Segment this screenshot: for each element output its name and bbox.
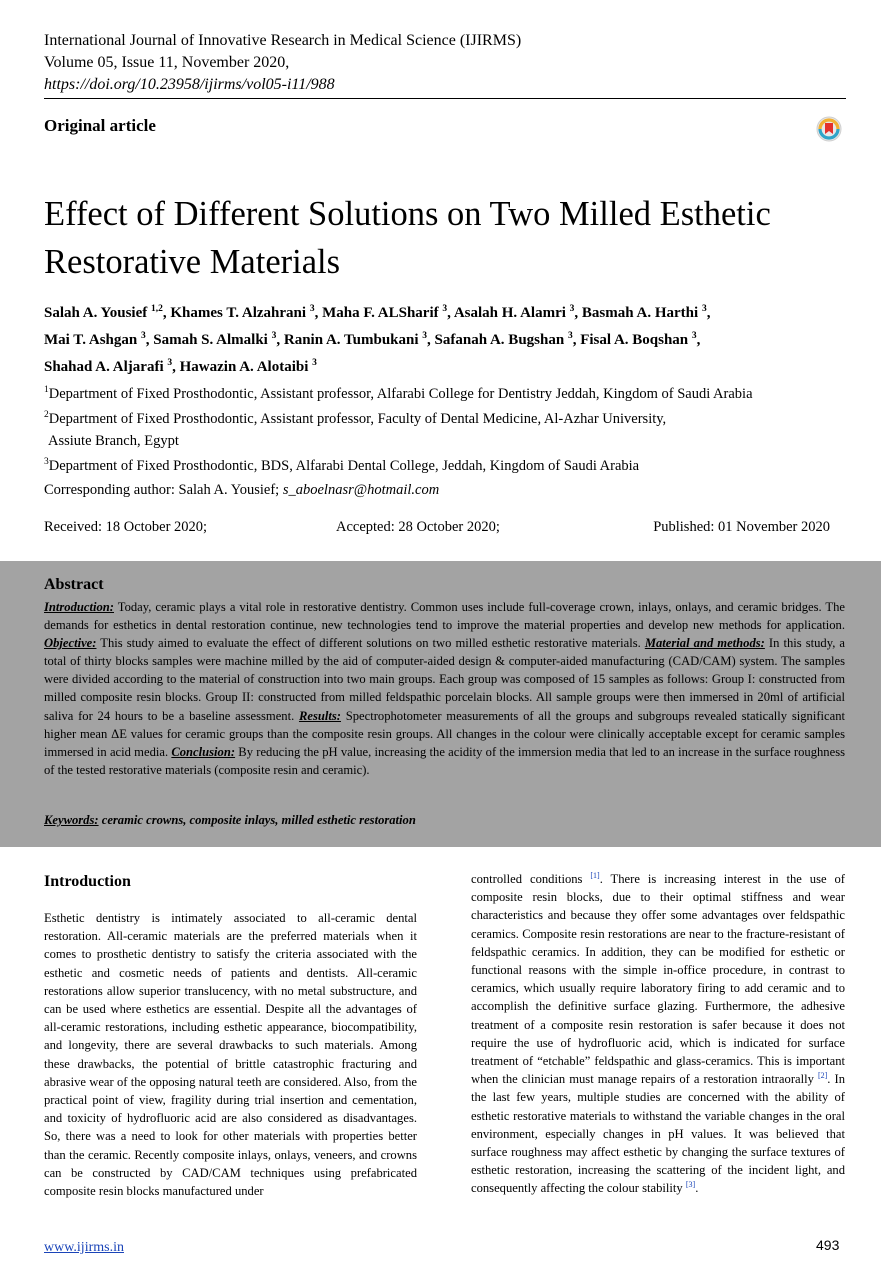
citation-link[interactable]: [1] [590, 870, 600, 880]
introduction-heading: Introduction [44, 873, 131, 890]
author-affiliation-sup: 3 [140, 331, 146, 341]
author-name: Khames T. Alzahrani [170, 305, 307, 321]
affiliation-2-sup: 2 [44, 410, 49, 421]
author-name: Shahad A. Aljarafi [44, 359, 164, 375]
abstract-intro-text: Today, ceramic plays a vital role in restorative dentistry. Common uses include full-coverage crown, inlays, onlays, and ceramic bridges. The demands for esthetics in dental restoration continue, new technologies tend to improve the material properties and develop new methods for application. [44, 600, 845, 633]
footer-url-link[interactable]: www.ijirms.in [44, 1240, 124, 1255]
abstract-objective-text: This study aimed to evaluate the effect of different solutions on two milled esthetic restorative materials. [96, 636, 645, 651]
abstract-conclusion-text: By reducing the pH value, increasing the acidity of the immersion media that led to an increase in the surface roughness of the tested restorative materials (composite resin and ceramic). [44, 744, 845, 777]
article-title: Effect of Different Solutions on Two Milled Esthetic Restorative Materials [44, 195, 771, 281]
author-name: Ranin A. Tumbukani [283, 332, 419, 348]
page-number: 493 [816, 1237, 840, 1253]
abstract-intro-label: Introduction: [44, 600, 114, 614]
author [454, 305, 582, 321]
author-separator: , [172, 359, 180, 375]
author-separator: , [696, 332, 701, 348]
date-accepted: Accepted: 28 October 2020; [336, 519, 500, 535]
journal-header [44, 30, 521, 96]
author-separator: , [314, 305, 323, 321]
abstract-text [44, 598, 845, 779]
header-divider [44, 98, 846, 99]
author-name: Fisal A. Boqshan [580, 332, 689, 348]
introduction-left-column: Esthetic dentistry is intimately associated to all-ceramic dental restoration. All-ceramic materials are the preferred materials when it comes to prosthetic dentistry to satisfy the criteria associated with the esthetic and cosmetic needs of patients and dentists. All-ceramic restorations allow superior translucency, with no metal substructure, and can be used where esthetics are essential. Despite all the advantages of all-ceramic restorations, including esthetic appearance, biocompatibility, and longevity, there are several drawbacks to such materials. Among these drawbacks, the potential of brittle catastrophic fracturing and abrasive wear of the opposing natural teeth are considered. Also, from the practical point of view, fragility during trial insertion and cementation, and toxicity of hydrofluoric acid are also considered as disadvantages. So, there was a need to look for other materials with properties better than the ceramic. Recently composite inlays, onlays, veneers, and crowns can be constructed by CAD/CAM techniques using prefabricated composite resin blocks manufactured under [44, 911, 417, 1199]
abstract-results-label: Results: [298, 708, 341, 723]
author-name: Maha F. ALSharif [322, 305, 439, 321]
author-name: Salah A. Yousief [44, 305, 148, 321]
abstract-results-text: Spectrophotometer measurements of all the groups and subgroups revealed statically significant higher mean ΔE values for ceramic groups than the composite resin groups. All changes in the colour were clinically acceptable except for ceramic samples immersed in acid media. [44, 708, 845, 759]
author-separator: , [574, 305, 582, 321]
affiliation-1-text: Department of Fixed Prosthodontic, Assistant professor, Alfarabi College for Dentistry Jeddah, Kingdom of Saudi Arabia [48, 385, 753, 402]
author-name: Asalah H. Alamri [453, 305, 566, 321]
author-name: Samah S. Almalki [153, 332, 268, 348]
abstract-objective-label: Objective: [44, 636, 97, 651]
author-affiliation-sup: 3 [312, 358, 317, 368]
author-affiliation-sup: 3 [422, 331, 428, 341]
doi-link[interactable]: https://doi.org/10.23958/ijirms/vol05-i11/988 [44, 76, 335, 93]
author [180, 359, 317, 375]
author [435, 332, 581, 348]
author [322, 305, 454, 321]
author [582, 305, 711, 321]
crossmark-icon[interactable] [816, 116, 842, 142]
abstract-methods-text: In this study, a total of thirty blocks samples were machine milled by the aid of computer-aided design & computer-aided manufacturing (CAD/CAM) system. The samples were divided according to the material of construction into two main groups. Each group was composed of 15 samples as follows: Group I: constructed from milled composite resin blocks. Group II: constructed from milled feldspathic porcelain blocks. All sample groups were then immersed in 20ml of artificial saliva for 24 hours to be a baseline assessment. [44, 636, 845, 723]
author-separator: , [447, 305, 454, 321]
author [44, 332, 153, 348]
intro-right-text-1: controlled conditions [471, 872, 591, 886]
keywords-text: ceramic crowns, composite inlays, milled esthetic restoration [98, 813, 416, 827]
affiliations [44, 380, 854, 477]
keywords [44, 813, 416, 828]
author-list [44, 298, 844, 379]
introduction-right-column [471, 870, 845, 1198]
author-affiliation-sup: 3 [167, 358, 173, 368]
affiliation-1 [44, 380, 854, 405]
author [153, 332, 284, 348]
date-received: Received: 18 October 2020; [44, 519, 208, 535]
author-affiliation-sup: 3 [691, 331, 697, 341]
corresponding-author [44, 482, 439, 499]
author-name: Hawazin A. Alotaibi [179, 359, 309, 375]
author-name: Mai T. Ashgan [44, 332, 138, 348]
author-separator: , [427, 332, 435, 348]
author-affiliation-sup: 3 [271, 331, 277, 341]
author-separator: , [162, 305, 171, 321]
author-affiliation-sup: 3 [569, 304, 575, 314]
keywords-label: Keywords: [44, 813, 99, 827]
citation-link[interactable]: [2] [817, 1071, 828, 1081]
affiliation-2-continued: Assiute Branch, Egypt [48, 432, 179, 449]
author [44, 359, 180, 375]
date-published: Published: 01 November 2020 [653, 519, 830, 535]
intro-right-text-2: . There is increasing interest in the use of composite resin blocks, due to their optimal stiffness and wear characteristics and because they offer some advantages over feldspathic ceramics. Composite resin restorations are near to the fracture-resistant of feldspathic ceramics. In addition, they can be modified for esthetic or functional reasons with the simple in-office procedure, in contrast to ceramics, which usually require laboratory firing to add ceramic and to accomplish the definitive surface glazing. Furthermore, the adhesive treatment of a composite resin restoration is safer because it does not require the use of hydrofluoric acid, which is indicated for surface treatment of “etchable” feldspathic and glass-ceramics. This is important when the clinician must manage repairs of a restoration intraorally [471, 872, 846, 1087]
corresponding-label: Corresponding author: Salah A. Yousief; [44, 482, 283, 498]
author-affiliation-sup: 3 [701, 304, 707, 314]
author-separator: , [572, 332, 581, 348]
affiliation-2-text: Department of Fixed Prosthodontic, Assistant professor, Faculty of Dental Medicine, Al-Azhar University, [48, 411, 667, 428]
author [284, 332, 435, 348]
author-separator: , [276, 332, 284, 348]
affiliation-2 [44, 405, 854, 430]
author-name: Safanah A. Bugshan [434, 332, 565, 348]
abstract-conclusion-label: Conclusion: [171, 744, 236, 759]
author-affiliation-sup: 1,2 [150, 304, 163, 314]
journal-name: International Journal of Innovative Research in Medical Science (IJIRMS) [44, 32, 522, 49]
author [44, 305, 170, 321]
author-affiliation-sup: 3 [442, 304, 448, 314]
author-affiliation-sup: 3 [567, 331, 573, 341]
citation-link[interactable]: [3] [685, 1180, 696, 1190]
abstract-methods-label: Material and methods: [644, 636, 765, 651]
intro-right-text-3: . In the last few years, multiple studies are concerned with the ability of esthetic restorative materials to withstand the variable changes in the oral environment, especially changes in pH values. It was believed that surface roughness may affect esthetic by changing the surface textures of esthetic restoration, increasing the scattering of the incident light, and consequently affecting the colour stability [471, 1072, 845, 1196]
author-separator: , [706, 305, 711, 321]
author-affiliation-sup: 3 [309, 304, 315, 314]
intro-right-text-4: . [695, 1181, 699, 1196]
affiliation-3 [44, 452, 854, 477]
affiliation-1-sup: 1 [44, 385, 49, 395]
affiliation-3-sup: 3 [44, 457, 49, 468]
author [170, 305, 322, 321]
author-name: Basmah A. Harthi [581, 305, 699, 321]
article-type: Original article [44, 116, 156, 135]
author [580, 332, 700, 348]
corresponding-email[interactable]: s_aboelnasr@hotmail.com [282, 482, 440, 498]
author-separator: , [145, 332, 154, 348]
abstract-heading: Abstract [44, 576, 104, 593]
journal-volume: Volume 05, Issue 11, November 2020, [44, 54, 290, 71]
affiliation-3-text: Department of Fixed Prosthodontic, BDS, Alfarabi Dental College, Jeddah, Kingdom of Saudi Arabia [48, 457, 640, 474]
